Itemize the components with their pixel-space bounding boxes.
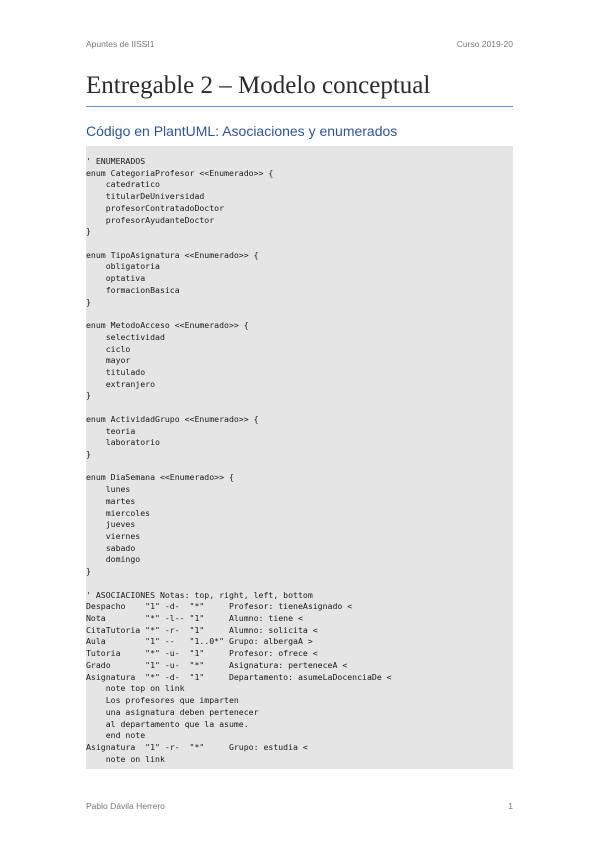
code-line: teoria — [86, 425, 136, 436]
code-line: ' ASOCIACIONES Notas: top, right, left, bottom — [86, 589, 313, 600]
code-line: Grado "1" -u- "*" Asignatura: perteneceA < — [86, 659, 348, 670]
code-line — [86, 402, 513, 414]
code-line: viernes — [86, 531, 141, 541]
code-line: titulado — [86, 366, 146, 377]
footer-page-number: 1 — [508, 801, 513, 811]
code-line — [86, 578, 513, 590]
header-academic-year: Curso 2019-20 — [456, 39, 513, 49]
code-listing — [86, 146, 513, 765]
code-line: enum ActividadGrupo <<Enumerado>> { — [86, 413, 259, 424]
code-line: una asignatura deben pertenecer — [86, 706, 259, 717]
code-line: ciclo — [86, 343, 131, 354]
code-line: martes — [86, 495, 136, 506]
code-line: obligatoria — [86, 261, 160, 272]
code-line: Asignatura "*" -d- "1" Departamento: asumeLaDocenciaDe < — [86, 671, 392, 682]
code-line: titularDeUniversidad — [86, 191, 205, 202]
code-line: } — [86, 390, 91, 401]
code-line: extranjero — [86, 378, 156, 389]
code-line: mayor — [86, 355, 131, 366]
code-block — [86, 146, 513, 769]
header-course-notes: Apuntes de IISSI1 — [86, 39, 155, 49]
code-line: enum CategoriaProfesor <<Enumerado>> { — [86, 167, 274, 178]
code-line: ' ENUMERADOS — [86, 156, 146, 166]
code-line: catedratico — [86, 179, 160, 190]
code-line — [86, 308, 513, 320]
section-heading: Código en PlantUML: Asociaciones y enumerados — [86, 123, 398, 139]
code-line: note on link — [86, 753, 165, 764]
code-line: profesorContratadoDoctor — [86, 202, 225, 213]
code-line: laboratorio — [86, 437, 160, 448]
code-line: } — [86, 566, 91, 577]
code-line: } — [86, 226, 91, 237]
code-line: Los profesores que imparten — [86, 695, 239, 706]
code-line — [86, 238, 513, 250]
code-line: note top on link — [86, 683, 185, 694]
code-line: Tutoria "*" -u- "1" Profesor: ofrece < — [86, 648, 318, 659]
code-line — [86, 461, 513, 473]
code-line: end note — [86, 730, 146, 741]
code-line: enum TipoAsignatura <<Enumerado>> { — [86, 249, 259, 260]
code-line: Asignatura "1" -r- "*" Grupo: estudia < — [86, 741, 308, 752]
code-line: sabado — [86, 542, 136, 553]
code-line: enum MetodoAcceso <<Enumerado>> { — [86, 320, 249, 331]
page-title: Entregable 2 – Modelo conceptual — [86, 72, 431, 99]
footer-author: Pablo Dávila Herrero — [86, 801, 165, 811]
code-line: al departamento que la asume. — [86, 718, 249, 729]
code-line: profesorAyudanteDoctor — [86, 214, 215, 225]
code-line: optativa — [86, 273, 146, 284]
code-line: domingo — [86, 554, 141, 565]
code-line: } — [86, 448, 91, 459]
code-line: Nota "*" -l-- "1" Alumno: tiene < — [86, 613, 303, 624]
code-line: } — [86, 296, 91, 307]
code-line: miercoles — [86, 507, 151, 518]
code-line: lunes — [86, 484, 131, 495]
code-line: CitaTutoria "*" -r- "1" Alumno: solicita < — [86, 624, 318, 635]
code-line: selectividad — [86, 331, 165, 342]
code-line: Despacho "1" -d- "*" Profesor: tieneAsignado < — [86, 601, 353, 612]
code-line: jueves — [86, 519, 136, 530]
title-underline-divider — [86, 106, 513, 107]
code-line: enum DiaSemana <<Enumerado>> { — [86, 472, 234, 483]
code-line: formacionBasica — [86, 284, 180, 295]
code-line: Aula "1" -- "1..0*" Grupo: albergaA > — [86, 636, 313, 647]
